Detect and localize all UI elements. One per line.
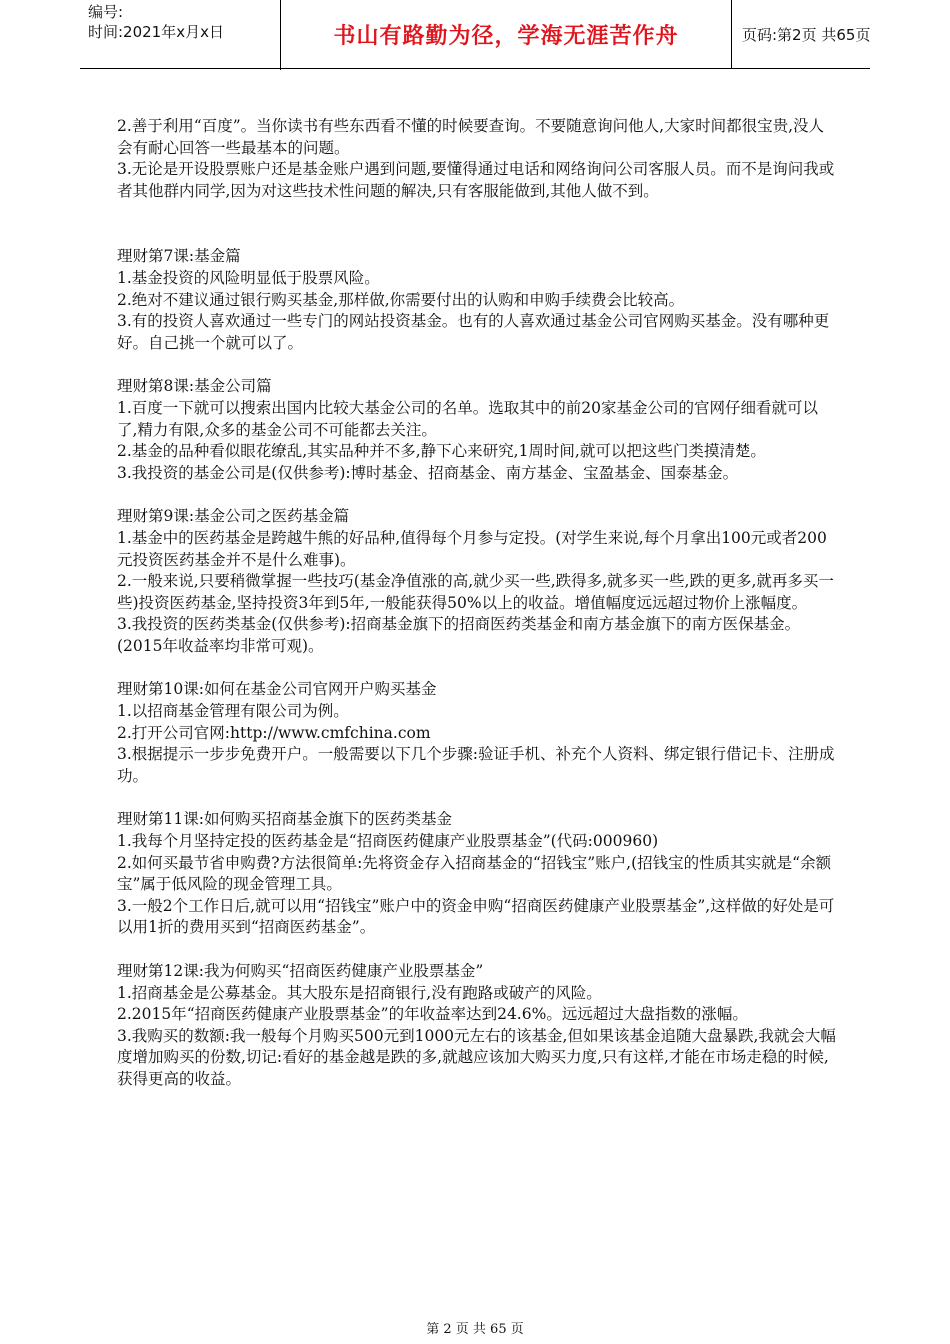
document-body	[117, 116, 837, 1091]
lesson-title: 理财第8课:基金公司篇	[117, 377, 272, 396]
lesson-section	[117, 246, 837, 354]
paragraph: 1.基金投资的风险明显低于股票风险。	[117, 268, 380, 287]
paragraph: 2.打开公司官网:http://www.cmfchina.com	[117, 723, 431, 742]
paragraph: 3.无论是开设股票账户还是基金账户遇到问题,要懂得通过电话和网络询问公司客服人员。而不是询问我或者其他群内同学,因为对这些技术性问题的解决,只有客服能做到,其他人做不到。	[117, 160, 835, 200]
lesson-title: 理财第11课:如何购买招商基金旗下的医药类基金	[117, 810, 452, 829]
lesson-section	[117, 809, 837, 939]
paragraph: 3.我购买的数额:我一般每个月购买500元到1000元左右的该基金,但如果该基金追随大盘暴跌,我就会大幅度增加购买的份数,切记:看好的基金越是跌的多,就越应该加大购买力度,只有这样,才能在市场走稳的时候,获得更高的收益。	[117, 1026, 836, 1088]
paragraph: 3.有的投资人喜欢通过一些专门的网站投资基金。也有的人喜欢通过基金公司官网购买基金。没有哪种更好。自己挑一个就可以了。	[117, 312, 830, 352]
document-date: 时间:2021年x月x日	[88, 23, 224, 41]
paragraph: 1.以招商基金管理有限公司为例。	[117, 702, 349, 721]
header-page-number: 页码:第2页 共65页	[742, 25, 871, 44]
page-header	[80, 0, 870, 69]
lesson-section	[117, 376, 837, 484]
lesson-section	[117, 679, 837, 787]
header-slogan: 书山有路勤为径，学海无涯苦作舟	[281, 0, 732, 68]
paragraph: 1.百度一下就可以搜索出国内比较大基金公司的名单。选取其中的前20家基金公司的官网仔细看就可以了,精力有限,众多的基金公司不可能都去关注。	[117, 398, 819, 439]
paragraph: 1.招商基金是公募基金。其大股东是招商银行,没有跑路或破产的风险。	[117, 983, 602, 1002]
paragraph: 3.我投资的医药类基金(仅供参考):招商基金旗下的招商医药类基金和南方基金旗下的南方医保基金。(2015年收益率均非常可观)。	[117, 615, 801, 655]
paragraph: 2.2015年“招商医药健康产业股票基金”的年收益率达到24.6%。远远超过大盘指数的涨幅。	[117, 1005, 748, 1024]
paragraph: 2.善于利用“百度”。当你读书有些东西看不懂的时候要查询。不要随意询问他人,大家时间都很宝贵,没人会有耐心回答一些最基本的问题。	[117, 117, 824, 157]
paragraph: 1.我每个月坚持定投的医药基金是“招商医药健康产业股票基金”(代码:000960)	[117, 832, 659, 851]
paragraph: 3.根据提示一步步免费开户。一般需要以下几个步骤:验证手机、补充个人资料、绑定银行借记卡、注册成功。	[117, 745, 835, 785]
lesson-title: 理财第10课:如何在基金公司官网开户购买基金	[117, 680, 437, 699]
header-meta	[80, 0, 281, 70]
paragraph: 2.绝对不建议通过银行购买基金,那样做,你需要付出的认购和申购手续费会比较高。	[117, 290, 685, 309]
paragraph: 2.如何买最节省申购费?方法很简单:先将资金存入招商基金的“招钱宝”账户,(招钱宝的性质其实就是“余额宝”属于低风险的现金管理工具。	[117, 853, 832, 894]
paragraph: 3.我投资的基金公司是(仅供参考):博时基金、招商基金、南方基金、宝盈基金、国泰基金。	[117, 463, 739, 482]
lesson-title: 理财第7课:基金篇	[117, 247, 241, 266]
lesson-section	[117, 506, 837, 657]
document-number: 编号:	[88, 3, 124, 21]
paragraph: 2.一般来说,只要稍微掌握一些技巧(基金净值涨的高,就少买一些,跌得多,就多买一些,跌的更多,就再多买一些)投资医药基金,坚持投资3年到5年,一般能获得50%以上的收益。增值幅度远远超过物价上涨幅度。	[117, 572, 834, 612]
lesson-title: 理财第12课:我为何购买“招商医药健康产业股票基金”	[117, 962, 484, 980]
lesson-title: 理财第9课:基金公司之医药基金篇	[117, 507, 350, 526]
paragraph: 1.基金中的医药基金是跨越牛熊的好品种,值得每个月参与定投。(对学生来说,每个月拿出100元或者200元投资医药基金并不是什么难事)。	[117, 528, 827, 569]
paragraph: 3.一般2个工作日后,就可以用“招钱宝”账户中的资金申购“招商医药健康产业股票基金”,这样做的好处是可以用1折的费用买到“招商医药基金”。	[117, 896, 835, 937]
lesson-section	[117, 961, 837, 1091]
page-footer	[0, 1318, 950, 1337]
footer-page-number: 第 2 页 共 65 页	[426, 1322, 524, 1337]
paragraph: 2.基金的品种看似眼花缭乱,其实品种并不多,静下心来研究,1周时间,就可以把这些门类摸清楚。	[117, 442, 766, 461]
